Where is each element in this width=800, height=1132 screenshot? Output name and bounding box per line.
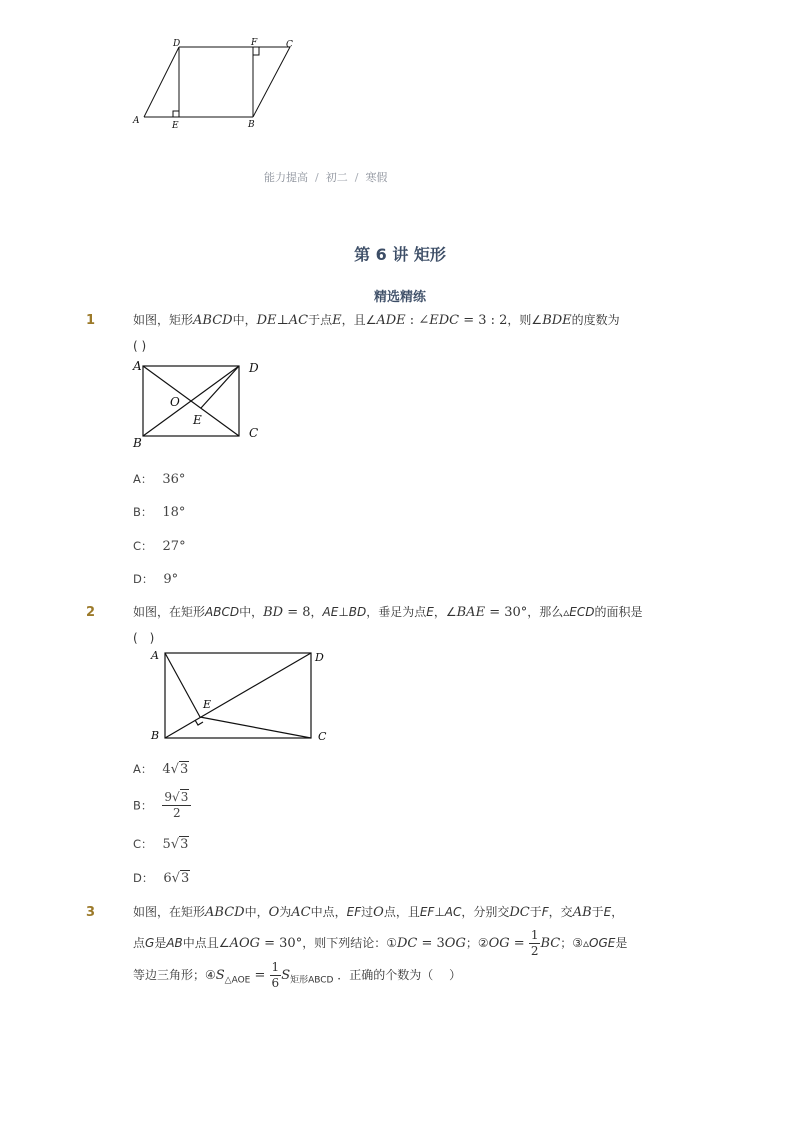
label-d: D [173,39,181,49]
label-o: O [170,395,180,409]
label-e: E [172,121,179,131]
question-1-text: 如图，矩形ABCD中，DE⊥AC于点E，且∠ADE : ∠EDC = 3 : 2，则∠BDE的度数为 [133,313,620,328]
segment-ae [165,653,200,717]
question-number: 3 [86,905,96,920]
option-d[interactable]: D： 9° [133,572,179,587]
q2-rectangle-figure [145,645,335,745]
question-number: 2 [86,605,96,620]
option-a[interactable]: A： 36° [133,472,186,487]
option-c[interactable]: C： 5√3 [133,837,189,852]
label-a: A [133,359,142,373]
breadcrumb-item: 初二 [325,171,348,184]
right-angle-mark [173,111,179,117]
label-c: C [286,40,293,50]
question-number: 1 [86,313,96,328]
label-a: A [133,116,140,126]
lecture-title: 第 6 讲 矩形 [354,245,446,264]
label-c: C [318,730,327,743]
answer-paren: ( ) [133,631,155,645]
diagonal-bd [165,653,311,738]
label-d: D [315,651,324,664]
option-c[interactable]: C： 27° [133,539,186,554]
edge-ad [144,47,179,117]
label-e: E [193,413,202,427]
q1-rectangle-figure [130,356,265,451]
breadcrumb-item: 能力提高 [264,171,308,184]
answer-paren: ( ) [133,339,147,353]
label-b: B [133,436,142,450]
label-a: A [151,649,159,662]
option-a[interactable]: A： 4√3 [133,762,189,777]
option-b[interactable]: B： 18° [133,505,186,520]
label-f: F [251,38,258,48]
label-b: B [151,729,160,742]
right-angle-mark [253,47,259,55]
question-3-text-line-3: 等边三角形；$④S_{\triangle AOE}$ = $\frac{1}{6}$ $S_{矩形ABCD}$ ．正确的个数为（ ） [133,960,462,990]
breadcrumb-item: 寒假 [365,171,388,184]
breadcrumb: 能力提高 / 初二 / 寒假 [264,171,388,184]
question-3-text-line-2: 点G是AB中点且∠AOG = 30°，则下列结论：①DC = 3OG；②OG = $\frac{1}{2}$ BC；③▵OGE是 [133,928,628,958]
label-b: B [248,120,255,130]
segment-de [201,366,239,408]
section-title: 精选精练 [373,290,426,305]
parallelogram-figure [130,36,300,132]
label-e: E [203,698,212,711]
question-3-text-line-1: 如图，在矩形ABCD中，O为AC中点，EF过O点，且EF⊥AC，分别交DC于F，交AB于E， [133,905,624,920]
option-b[interactable]: B： $\frac{9√3}{2}$ [133,790,191,821]
label-c: C [249,426,259,440]
segment-ec [200,717,311,738]
edge-cb [253,47,290,117]
question-2-text: 如图，在矩形ABCD中，BD = 8，AE⊥BD，垂足为点E，∠BAE = 30°，那么▵ECD的面积是 [133,605,643,620]
option-d[interactable]: D： 6√3 [133,871,190,886]
right-angle-mark [195,720,203,725]
label-d: D [249,361,259,375]
